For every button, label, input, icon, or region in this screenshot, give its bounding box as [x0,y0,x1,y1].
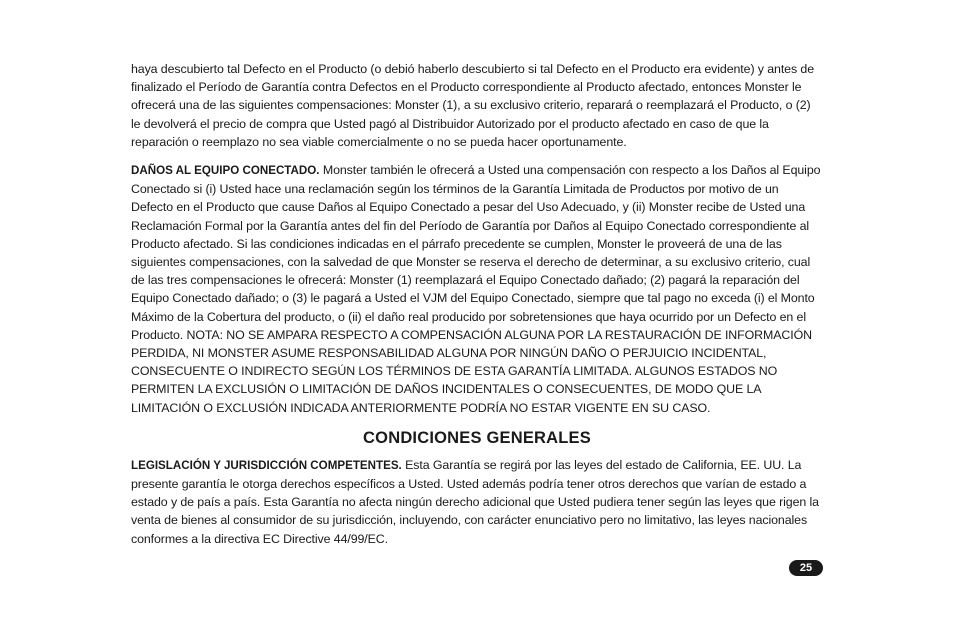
paragraph-connected-equipment-heading: DAÑOS AL EQUIPO CONECTADO. [131,164,320,178]
paragraph-jurisdiction-text: Esta Garantía se regirá por las leyes del estado de California, EE. UU. La presente garantía le otorga derechos específicos a Usted. Usted además podría tener otros derechos que varían de estado a estado y de país a país. Esta Garantía no afecta ningún derecho adicional que Usted pudiera tener según las leyes que rigen la venta de bienes al consumidor de su jurisdicción, incluyendo, con carácter enunciativo pero no limitativo, las leyes nacionales conformes a la directiva EC Directive 44/99/EC. [131,457,819,546]
paragraph-jurisdiction [131,456,823,548]
paragraph-jurisdiction-heading: LEGISLACIÓN Y JURISDICCIÓN COMPETENTES. [131,458,402,472]
document-page [131,60,823,548]
paragraph-connected-equipment [131,161,823,417]
paragraph-connected-equipment-text: Monster también le ofrecerá a Usted una compensación con respecto a los Daños al Equipo Conectado si (i) Usted hace una reclamación según los términos de la Garantía Limitada de Productos por motivo de un Defecto en el Producto que cause Daños al Equipo Conectado a pesar del Uso Adecuado, y (ii) Monster recibe de Usted una Reclamación Formal por la Garantía antes del fin del Período de Garantía por Daños al Equipo Conectado correspondiente al Producto afectado. Si las condiciones indicadas en el párrafo precedente se cumplen, Monster le proveerá de una de las siguientes compensaciones, con la salvedad de que Monster se reserva el derecho de determinar, a su exclusivo criterio, cual de las tres compensaciones le ofrecerá: Monster (1) reemplazará el Equipo Conectado dañado; (2) pagará la reparación del Equipo Conectado dañado; o (3) le pagará a Usted el VJM del Equipo Conectado, siempre que tal pago no exceda (i) el Monto Máximo de la Cobertura del producto, o (ii) el daño real producido por sobretensiones que haya ocurrido por un Defecto en el Producto. NOTA: NO SE AMPARA RESPECTO A COMPENSACIÓN ALGUNA POR LA RESTAURACIÓN DE INFORMACIÓN PERDIDA, NI MONSTER ASUME RESPONSABILIDAD ALGUNA POR NINGÚN DAÑO O PERJUICIO INCIDENTAL, CONSECUENTE O INDIRECTO SEGÚN LOS TÉRMINOS DE ESTA GARANTÍA LIMITADA. ALGUNOS ESTADOS NO PERMITEN LA EXCLUSIÓN O LIMITACIÓN DE DAÑOS INCIDENTALES O CONSECUENTES, DE MODO QUE LA LIMITACIÓN O EXCLUSIÓN INDICADA ANTERIORMENTE PODRÍA NO ESTAR VIGENTE EN SU CASO. [131,163,821,415]
paragraph-remedies-text: haya descubierto tal Defecto en el Producto (o debió haberlo descubierto si tal Defecto en el Producto era evidente) y antes de finalizado el Período de Garantía contra Defectos en el Producto correspondiente al Producto afectado, entonces Monster le ofrecerá una de las siguientes compensaciones: Monster (1), a su exclusivo criterio, reparará o reemplazará el Producto, o (2) le devolverá el precio de compra que Usted pagó al Distribuidor Autorizado por el producto afectado en caso de que la reparación o reemplazo no sea viable comercialmente o no se pueda hacer oportunamente. [131,62,814,149]
section-heading-general-conditions: CONDICIONES GENERALES [363,428,591,447]
paragraph-remedies [131,60,823,151]
page-number-badge: 25 [789,560,823,576]
